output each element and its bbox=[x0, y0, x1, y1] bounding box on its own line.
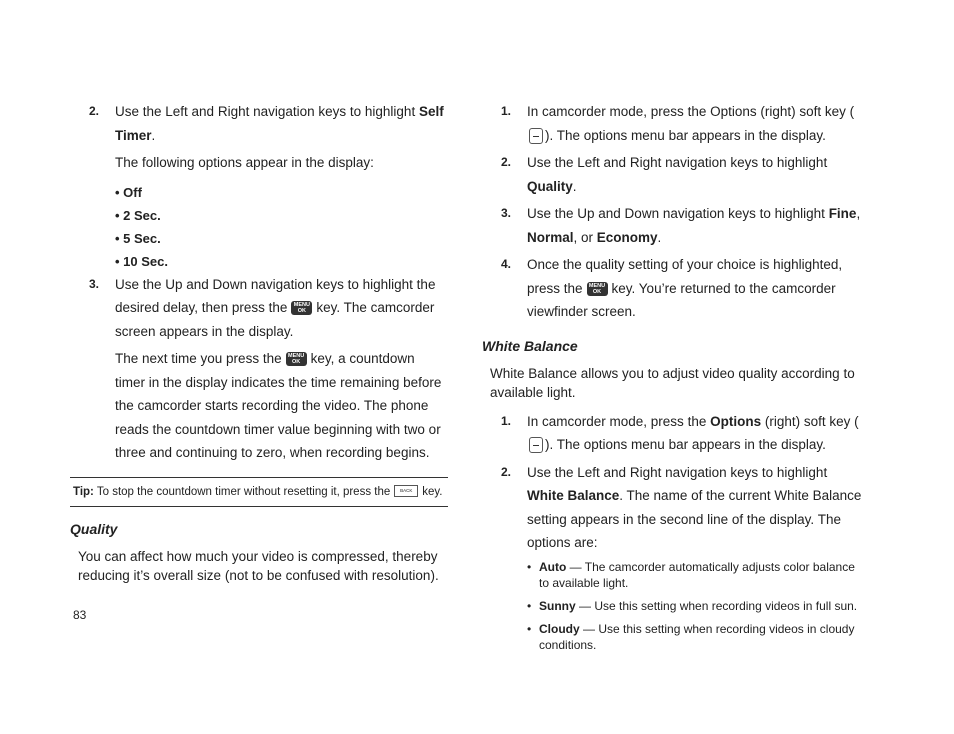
step-text-end: key. The camcorder screen appears in the display. bbox=[115, 300, 435, 339]
next-time-paragraph bbox=[115, 347, 448, 465]
white-balance-options-list bbox=[527, 559, 867, 653]
key-label-top: MENU bbox=[287, 353, 305, 360]
back-key-icon: BACK bbox=[394, 485, 418, 497]
bullet: • bbox=[527, 621, 532, 636]
quality-step-1 bbox=[482, 100, 867, 147]
step-number: 3. bbox=[501, 206, 512, 220]
menu-ok-key-icon bbox=[587, 282, 608, 296]
key-label-bottom: OK bbox=[291, 359, 301, 366]
step-number: 3. bbox=[89, 276, 100, 291]
step-text: Use the Left and Right navigation keys to highlight bbox=[115, 104, 419, 119]
step-text-end: . bbox=[572, 178, 577, 194]
quality-heading: Quality bbox=[70, 520, 118, 537]
timer-option: • 5 Sec. bbox=[115, 227, 448, 250]
timer-option: • 10 Sec. bbox=[115, 250, 448, 273]
step-text: Use the Up and Down navigation keys to highlight the desired delay, then press the bbox=[115, 276, 436, 315]
step-number: 1. bbox=[501, 413, 512, 428]
step-number: 4. bbox=[501, 257, 512, 271]
option-name: Cloudy bbox=[539, 621, 580, 636]
menu-ok-key-icon bbox=[291, 301, 312, 315]
key-label-bottom: OK bbox=[592, 288, 602, 295]
separator: , bbox=[856, 206, 861, 221]
step-number: 1. bbox=[501, 104, 512, 118]
paragraph-text-end: key, a countdown timer in the display indicates the time remaining before the camcorder starts recording the video. The phone reads the countdown timer value beginning with two or three and continuing to zero, when recording begins. bbox=[115, 351, 442, 460]
timer-options-list bbox=[115, 181, 448, 273]
right-column bbox=[482, 100, 867, 660]
economy-label: Economy bbox=[596, 229, 658, 245]
tip-label: Tip: bbox=[73, 485, 94, 498]
white-balance-step-2 bbox=[482, 461, 867, 555]
step-text-end: . The name of the current White Balance setting appears in the second line of the display. The options are: bbox=[527, 488, 862, 550]
bullet: • bbox=[527, 598, 532, 613]
step-2-self-timer bbox=[70, 100, 448, 147]
step-text-end: . bbox=[657, 229, 662, 245]
step-text-end: ). The options menu bar appears in the display. bbox=[545, 437, 826, 452]
step-text: Use the Left and Right navigation keys to highlight bbox=[527, 155, 828, 170]
option-description: — Use this setting when recording videos in full sun. bbox=[575, 598, 858, 613]
options-intro: The following options appear in the display: bbox=[115, 155, 374, 170]
quality-step-3 bbox=[482, 202, 867, 249]
left-column bbox=[70, 100, 448, 593]
right-soft-key-icon bbox=[529, 437, 543, 453]
paragraph-text: The next time you press the bbox=[115, 351, 282, 366]
tip-text: To stop the countdown timer without resetting it, press the bbox=[93, 485, 391, 498]
fine-label: Fine bbox=[828, 206, 857, 221]
right-soft-key-icon bbox=[529, 128, 543, 144]
step-text: Use the Left and Right navigation keys to highlight bbox=[527, 464, 828, 480]
separator: , or bbox=[573, 229, 597, 245]
white-balance-option bbox=[527, 621, 867, 653]
white-balance-heading: White Balance bbox=[482, 337, 578, 354]
timer-option: • Off bbox=[115, 181, 448, 204]
step-text-end: . bbox=[151, 127, 156, 143]
self-timer-label: Self Timer bbox=[115, 104, 444, 143]
option-description: — Use this setting when recording videos in cloudy conditions. bbox=[539, 621, 855, 652]
tip-text-end: key. bbox=[422, 485, 443, 498]
timer-option: • 2 Sec. bbox=[115, 204, 448, 227]
option-description: — The camcorder automatically adjusts color balance to available light. bbox=[539, 559, 855, 590]
step-number: 2. bbox=[501, 464, 512, 479]
white-balance-intro: White Balance allows you to adjust video quality according to available light. bbox=[490, 365, 855, 400]
key-label-bottom: OK bbox=[297, 308, 306, 315]
menu-ok-key-icon bbox=[286, 352, 307, 366]
step-text: Use the Up and Down navigation keys to highlight bbox=[527, 206, 829, 221]
white-balance-step-1 bbox=[482, 410, 867, 457]
key-label-top: MENU bbox=[293, 302, 310, 309]
quality-step-2 bbox=[482, 151, 867, 198]
option-name: Sunny bbox=[539, 598, 576, 613]
quality-step-4 bbox=[482, 253, 867, 324]
quality-label: Quality bbox=[527, 178, 573, 194]
bullet: • bbox=[527, 559, 532, 574]
step-text: In camcorder mode, press the Options (right) soft key ( bbox=[527, 104, 855, 119]
step-number: 2. bbox=[501, 155, 512, 169]
tip-box bbox=[70, 477, 448, 507]
option-name: Auto bbox=[539, 559, 567, 574]
step-number: 2. bbox=[89, 104, 100, 118]
options-label: Options bbox=[710, 413, 762, 429]
key-label-top: MENU bbox=[588, 282, 606, 289]
step-3-select-delay bbox=[70, 273, 448, 344]
step-text-end: key. You’re returned to the camcorder viewfinder screen. bbox=[527, 280, 836, 319]
step-text: In camcorder mode, press the bbox=[527, 413, 711, 429]
white-balance-option bbox=[527, 559, 867, 591]
normal-label: Normal bbox=[527, 229, 574, 245]
step-text-end: ). The options menu bar appears in the display. bbox=[545, 127, 826, 143]
quality-text: You can affect how much your video is compressed, thereby reducing it’s overall size (not to be confused with resolution). bbox=[78, 548, 439, 583]
white-balance-label: White Balance bbox=[527, 488, 620, 503]
step-text: Once the quality setting of your choice is highlighted, press the bbox=[527, 257, 843, 296]
page-number: 83 bbox=[73, 608, 87, 622]
white-balance-option bbox=[527, 598, 867, 614]
step-text-mid: (right) soft key ( bbox=[761, 413, 859, 429]
